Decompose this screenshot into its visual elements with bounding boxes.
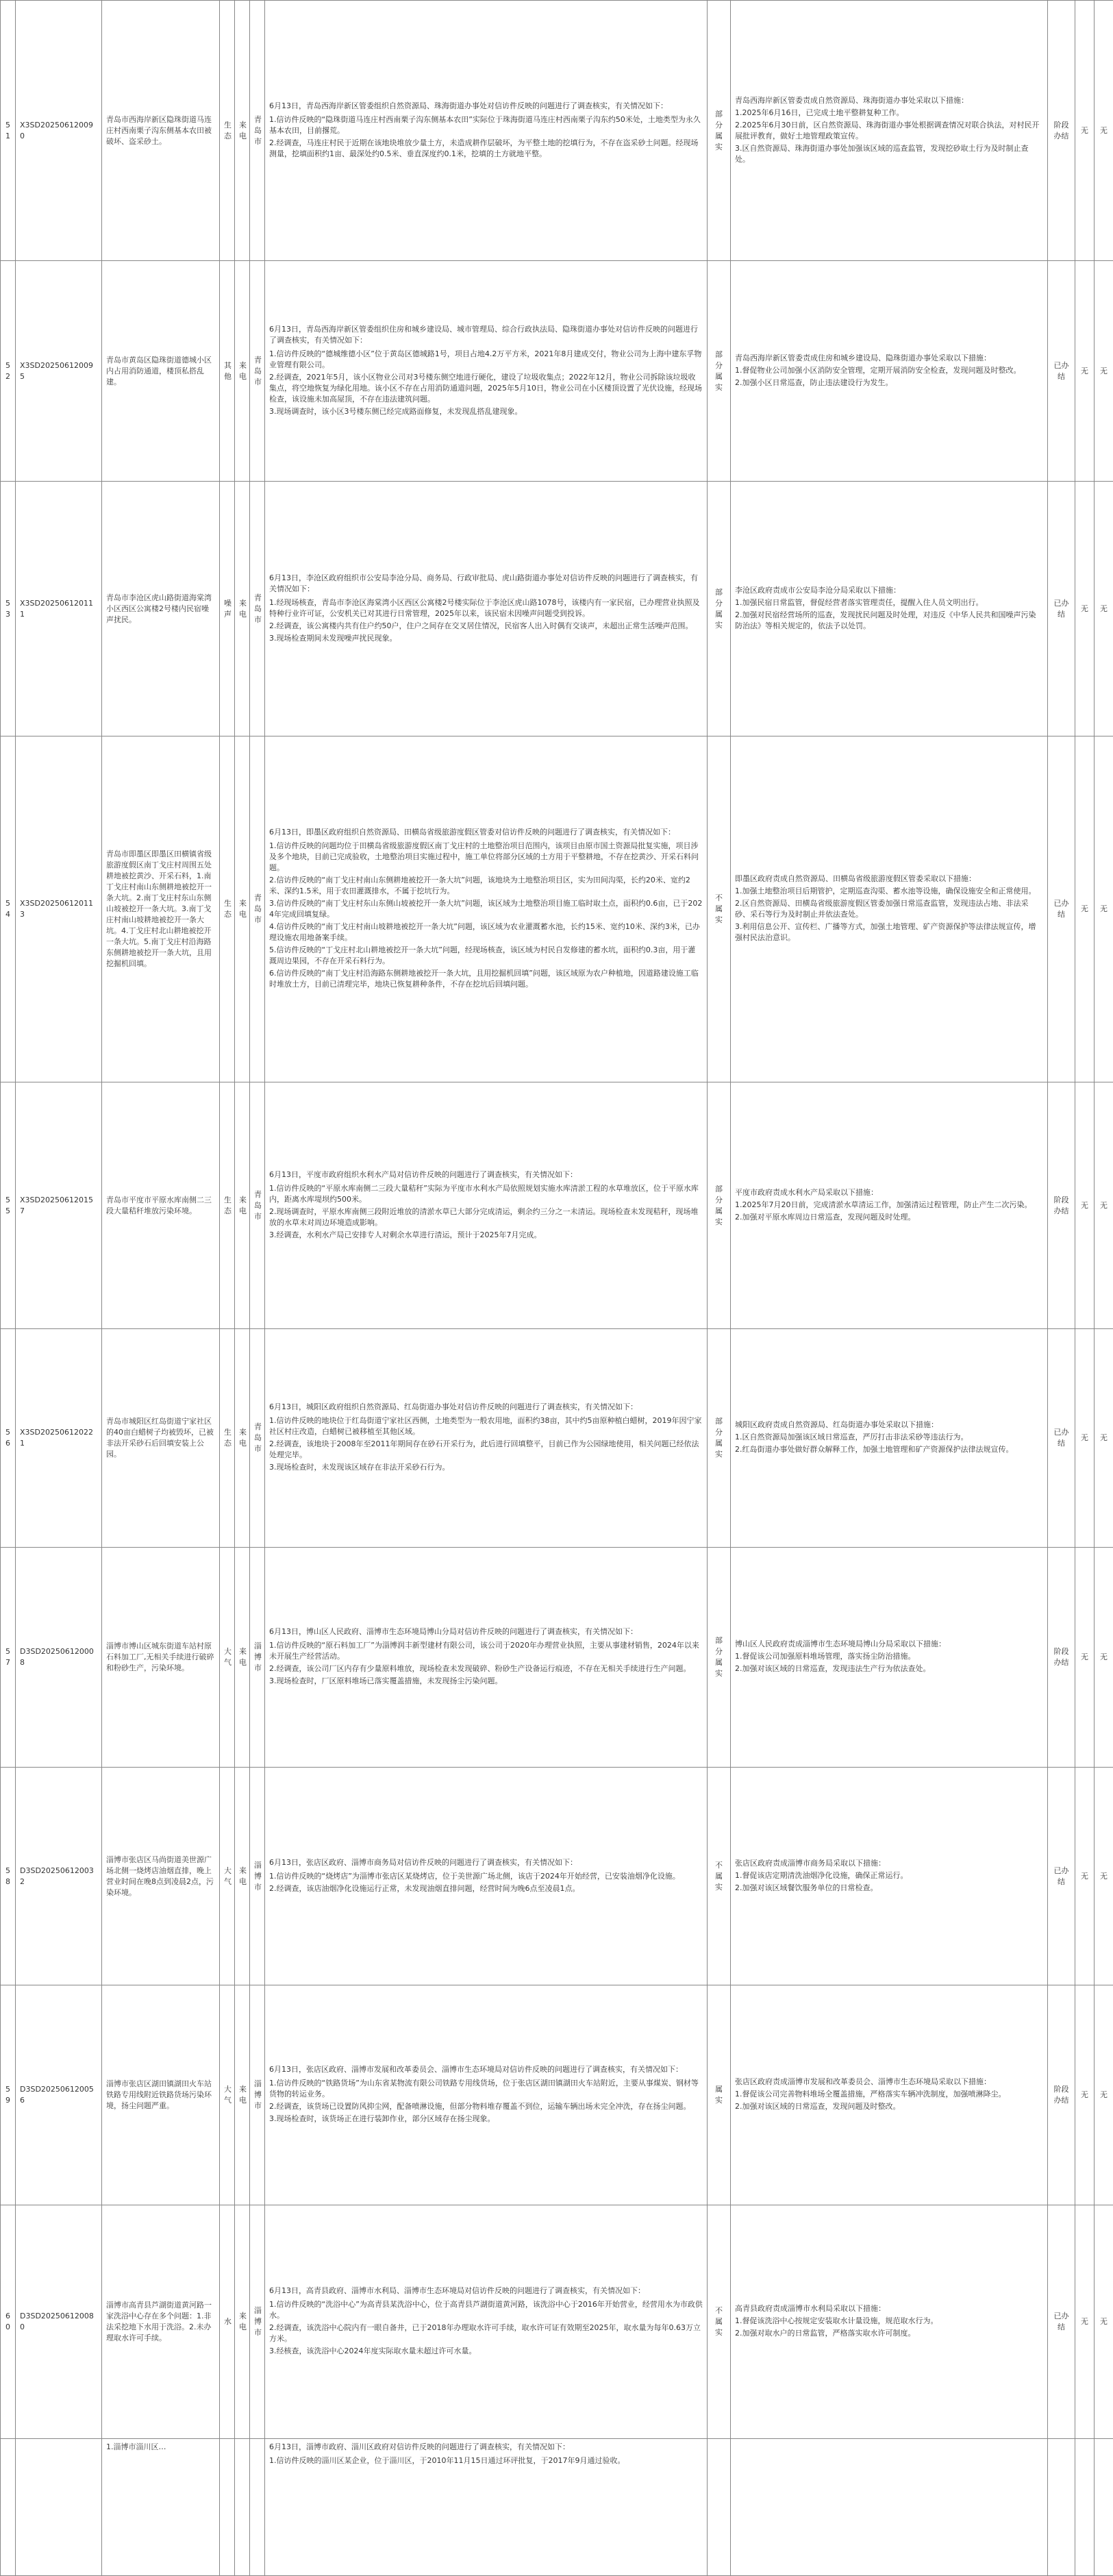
row-type: 噪声: [220, 482, 235, 736]
detail-intro: 6月13日，高青县政府、淄博市水利局、淄博市生态环境局对信访件反映的问题进行了调查核实，有关情况如下：: [269, 2286, 703, 2296]
row-detail: [265, 261, 708, 482]
result-item: 1.加强土地整治项目后期管护，定期巡查沟渠、蓄水池等设施，确保设施安全和正常使用。: [735, 886, 1043, 897]
row-detail: [265, 2439, 708, 2576]
row-content: 淄博市张店区湖田镇湖田火车站铁路专用线附近铁路货场污染环境，扬尘问题严重。: [102, 1985, 220, 2205]
result-item: 1.加强民宿日常监管，督促经营者落实管理责任，提醒入住人员文明出行。: [735, 597, 1043, 608]
row-status: 已办结: [1048, 261, 1075, 482]
row-col12: 无: [1095, 1548, 1113, 1768]
table-row: [1, 482, 1113, 736]
row-col12: 无: [1095, 1768, 1113, 1985]
row-verdict: 部分属实: [708, 1548, 731, 1768]
row-seq: 52: [1, 261, 16, 482]
row-dept: 青岛市: [250, 261, 265, 482]
detail-item: 2.现场调查时，平原水库南侧三段附近堆放的清淤水草已大部分完成清运，剩余约三分之一未清运。现场检查未发现秸秆，现场堆放的水草未对周边环境造成影响。: [269, 1206, 703, 1228]
row-dept: 青岛市: [250, 1329, 265, 1548]
row-content: 淄博市博山区城东街道车站村原石料加工厂,无相关手续进行破碎和粉砂生产，污染环境。: [102, 1548, 220, 1768]
detail-intro: 6月13日，李沧区政府组织市公安局李沧分局、商务局、行政审批局、虎山路街道办事处对信访件反映的问题进行了调查核实，有关情况如下：: [269, 573, 703, 595]
row-type: 生态: [220, 1329, 235, 1548]
detail-item: 5.信访件反映的“丁戈庄村北山耕地被挖开一条大坑”问题，经现场核查，该区域为村民自发修建的蓄水坑，面积约0.3亩，用于灌溉周边果园，不存在开采石料行为。: [269, 945, 703, 967]
row-seq: 54: [1, 736, 16, 1082]
row-way: 来电: [235, 261, 250, 482]
row-type: 大气: [220, 1548, 235, 1768]
result-intro: 青岛西海岸新区管委责成自然资源局、珠海街道办事处采取以下措施：: [735, 95, 1043, 106]
row-seq: 59: [1, 1985, 16, 2205]
row-col12: 无: [1095, 1082, 1113, 1329]
row-content: 青岛市城阳区红岛街道宁家社区的40亩白蜡树子均被毁坏，已被非法开采砂石后回填安装上公园。: [102, 1329, 220, 1548]
table-row: [1, 1082, 1113, 1329]
result-intro: 平度市政府责成水利水产局采取以下措施：: [735, 1187, 1043, 1198]
row-content: 淄博市高青县芦湖街道黄河路一家洗浴中心存在多个问题：1.非法采挖地下水用于洗浴。2.未办理取水许可手续。: [102, 2205, 220, 2439]
row-code: [16, 2439, 102, 2576]
row-col12: [1095, 2439, 1113, 2576]
detail-item: 1.信访件反映的地块位于红岛街道宁家社区西侧，土地类型为一般农用地，面积约38亩，其中约5亩原种植白蜡树，2019年因宁家社区村庄改造，白蜡树已被移植至其他区域。: [269, 1415, 703, 1437]
table-row: [1, 1, 1113, 261]
result-item: 1.区自然资源局加强该区域日常巡查，严厉打击非法采砂等违法行为。: [735, 1432, 1043, 1443]
row-result: [731, 1768, 1048, 1985]
row-way: 来电: [235, 1, 250, 261]
row-detail: [265, 1548, 708, 1768]
row-result: [731, 1548, 1048, 1768]
detail-intro: 6月13日，博山区人民政府、淄博市生态环境局博山分局对信访件反映的问题进行了调查核实，有关情况如下：: [269, 1626, 703, 1637]
detail-item: 2.经调查，该洗浴中心院内有一眼自备井，已于2018年办理取水许可手续，取水许可证有效期至2025年，取水量为每年0.63万立方米。: [269, 2323, 703, 2344]
result-item: 1.督促该洗浴中心按规定安装取水计量设施，规范取水行为。: [735, 2316, 1043, 2327]
row-verdict: 部分属实: [708, 1329, 731, 1548]
row-col12: 无: [1095, 736, 1113, 1082]
result-item: 1.2025年6月16日，已完成土地平整耕复种工作。: [735, 108, 1043, 119]
row-status: 已办结: [1048, 736, 1075, 1082]
row-way: 来电: [235, 1985, 250, 2205]
row-dept: 青岛市: [250, 736, 265, 1082]
row-content: 青岛市黄岛区隐珠街道德城小区内占用消防通道，楼顶私搭乱建。: [102, 261, 220, 482]
row-col12: 无: [1095, 1, 1113, 261]
result-item: 1.督促该店定期清洗油烟净化设施，确保正常运行。: [735, 1870, 1043, 1881]
row-dept: 淄博市: [250, 1548, 265, 1768]
row-verdict: 属实: [708, 1985, 731, 2205]
row-dept: 淄博市: [250, 2205, 265, 2439]
row-col11: 无: [1075, 482, 1095, 736]
result-item: 1.督促该公司完善物料堆场全覆盖措施，严格落实车辆冲洗制度，加强喷淋降尘。: [735, 2089, 1043, 2100]
table-row: [1, 2439, 1113, 2576]
row-code: X3SD202506120221: [16, 1329, 102, 1548]
result-item: 2.加强对取水户的日常监管，严格落实取水许可制度。: [735, 2328, 1043, 2339]
row-detail: [265, 1082, 708, 1329]
row-seq: 53: [1, 482, 16, 736]
row-code: D3SD202506120080: [16, 2205, 102, 2439]
table-row: [1, 736, 1113, 1082]
result-intro: 高青县政府责成淄博市水利局采取以下措施：: [735, 2303, 1043, 2314]
row-content: 青岛市即墨区即墨区田横镇省级旅游度假区南丁戈庄村周围五处耕地被挖黄沙、开采石料，1.南丁戈庄村南山东侧耕地被挖开一条大坑。2.南丁戈庄村东山东侧山坡被挖开一条大坑。3.南丁戈庄村南山坡耕地被挖开一条大坑。4.丁戈庄村北山耕地被挖开一条大坑。5.南丁戈庄村沿海路东侧耕地被挖开一条大坑，且用挖掘机回填。: [102, 736, 220, 1082]
row-code: X3SD202506120157: [16, 1082, 102, 1329]
row-detail: [265, 1768, 708, 1985]
row-col11: 无: [1075, 261, 1095, 482]
table-row: [1, 1985, 1113, 2205]
row-status: 阶段办结: [1048, 1548, 1075, 1768]
result-intro: 即墨区政府责成自然资源局、田横岛省级旅游度假区管委采取以下措施：: [735, 874, 1043, 884]
detail-item: 3.现场检查时，厂区原料堆场已落实覆盖措施，未发现扬尘污染问题。: [269, 1676, 703, 1687]
row-dept: [250, 2439, 265, 2576]
detail-item: 2.经调查，2021年5月，该小区物业公司对3号楼东侧空地进行硬化，建设了垃圾收集点；2022年12月，物业公司拆除该垃圾收集点，将空地恢复为绿化用地。该小区不存在占用消防通道问题，2025年5月10日，物业公司在小区楼顶设置了光伏设施，经现场检查，该设施未加高屋顶，不存在违法建筑问题。: [269, 372, 703, 405]
table-row: [1, 1548, 1113, 1768]
row-seq: 60: [1, 2205, 16, 2439]
row-col12: 无: [1095, 1985, 1113, 2205]
detail-item: 4.信访件反映的“南丁戈庄村南山坡耕地被挖开一条大坑”问题，该区域为农业灌溉蓄水池，长约15米、宽约10米、深约3米，已办理设施农用地备案手续。: [269, 921, 703, 943]
result-item: 3.利用信息公开、宣传栏、广播等方式，加强土地管理、矿产资源保护等法律法规宣传，增强村民法治意识。: [735, 921, 1043, 943]
row-verdict: 不属实: [708, 2205, 731, 2439]
row-status: [1048, 2439, 1075, 2576]
row-content: 青岛市李沧区虎山路街道海棠湾小区西区公寓楼2号楼内民宿噪声扰民。: [102, 482, 220, 736]
row-dept: 青岛市: [250, 1, 265, 261]
result-intro: 张店区政府责成淄博市商务局采取以下措施：: [735, 1858, 1043, 1869]
row-col12: 无: [1095, 261, 1113, 482]
detail-item: 1.信访件反映的淄川区某企业，位于淄川区，于2010年11月15日通过环评批复，于2017年9月通过验收。: [269, 2455, 703, 2466]
result-item: 2.加强小区日常巡查，防止违法建设行为发生。: [735, 377, 1043, 388]
row-dept: 淄博市: [250, 1768, 265, 1985]
result-item: 2.加强对平原水库周边日常巡查，发现问题及时处理。: [735, 1212, 1043, 1223]
row-col11: 无: [1075, 736, 1095, 1082]
detail-item: 3.现场调查时，该小区3号楼东侧已经完成路面修复，未发现乱搭乱建现象。: [269, 406, 703, 417]
row-content: 1.淄博市淄川区…: [102, 2439, 220, 2576]
row-content: 青岛市西海岸新区隐珠街道马连庄村西南栗子沟东侧基本农田被破坏、盗采砂土。: [102, 1, 220, 261]
row-seq: 56: [1, 1329, 16, 1548]
row-status: 阶段办结: [1048, 1082, 1075, 1329]
result-intro: 张店区政府责成淄博市发展和改革委员会、淄博市生态环境局采取以下措施：: [735, 2077, 1043, 2088]
row-verdict: 不属实: [708, 1768, 731, 1985]
row-col12: 无: [1095, 482, 1113, 736]
result-item: 1.2025年7月20日前，完成清淤水草清运工作，加强清运过程管理，防止产生二次污染。: [735, 1200, 1043, 1211]
row-detail: [265, 1, 708, 261]
row-verdict: 部分属实: [708, 1082, 731, 1329]
detail-item: 3.经核查，该洗浴中心2024年度实际取水量未超过许可水量。: [269, 2346, 703, 2357]
row-type: 其他: [220, 261, 235, 482]
result-item: 2.加强对该区域的日常巡查，发现问题及时整改。: [735, 2101, 1043, 2112]
row-status: 阶段办结: [1048, 1985, 1075, 2205]
detail-item: 2.经调查，该货场已设置防风抑尘网，配备喷淋设施，但部分物料堆存覆盖不到位，运输车辆出场未完全冲洗，存在扬尘问题。: [269, 2101, 703, 2112]
row-status: 已办结: [1048, 1768, 1075, 1985]
row-status: 已办结: [1048, 2205, 1075, 2439]
detail-item: 2.经调查，该公寓楼内共有住户约50户，住户之间存在交叉居住情况，民宿客人出入时偶有交谈声，未超出正常生活噪声范围。: [269, 621, 703, 632]
row-seq: 57: [1, 1548, 16, 1768]
row-detail: [265, 482, 708, 736]
row-result: [731, 2439, 1048, 2576]
result-intro: 李沧区政府责成市公安局李沧分局采取以下措施：: [735, 585, 1043, 596]
detail-item: 1.信访件反映的“德城维德小区”位于黄岛区德城路1号，项目占地4.2万平方米，2021年8月建成交付，物业公司为上海中建东孚物业管理有限公司。: [269, 349, 703, 371]
row-result: [731, 1, 1048, 261]
detail-item: 2.经调查，该店油烟净化设施运行正常，未发现油烟直排问题，经营时间为晚6点至凌晨1点。: [269, 1883, 703, 1894]
detail-intro: 6月13日，青岛西海岸新区管委组织住房和城乡建设局、城市管理局、综合行政执法局、隐珠街道办事处对信访件反映的问题进行了调查核实，有关情况如下：: [269, 324, 703, 346]
row-col11: 无: [1075, 1329, 1095, 1548]
row-code: X3SD202506120095: [16, 261, 102, 482]
row-type: 水: [220, 2205, 235, 2439]
row-result: [731, 1329, 1048, 1548]
row-code: X3SD202506120090: [16, 1, 102, 261]
detail-item: 6.信访件反映的“南丁戈庄村沿海路东侧耕地被挖开一条大坑，且用挖掘机回填”问题，该区域原为农户种植地，因道路建设施工临时堆放土方，目前已清理完毕，地块已恢复耕种条件，不存在挖坑后回填问题。: [269, 968, 703, 990]
result-item: 2.加强对该区域的日常巡查，发现违法生产行为依法查处。: [735, 1663, 1043, 1674]
row-way: 来电: [235, 1768, 250, 1985]
row-result: [731, 1082, 1048, 1329]
row-type: 生态: [220, 1082, 235, 1329]
detail-item: 1.信访件反映的“烧烤店”为淄博市张店区某烧烤店，位于美世源广场北侧，该店于2024年开始经营，已安装油烟净化设施。: [269, 1871, 703, 1882]
row-col11: 无: [1075, 2205, 1095, 2439]
row-verdict: 部分属实: [708, 1, 731, 261]
row-col11: 无: [1075, 1985, 1095, 2205]
row-content: 淄博市张店区马尚街道美世源广场北侧一烧烤店油烟直排，晚上营业时间在晚8点到凌晨2点，污染环境。: [102, 1768, 220, 1985]
row-code: X3SD202506120113: [16, 736, 102, 1082]
detail-intro: 6月13日，淄博市政府、淄川区政府对信访件反映的问题进行了调查核实，有关情况如下：: [269, 2442, 703, 2453]
row-dept: 淄博市: [250, 1985, 265, 2205]
row-seq: 58: [1, 1768, 16, 1985]
result-intro: 博山区人民政府责成淄博市生态环境局博山分局采取以下措施：: [735, 1639, 1043, 1650]
result-item: 1.督促该公司加强原料堆场管理，落实扬尘防治措施。: [735, 1651, 1043, 1662]
row-col12: 无: [1095, 2205, 1113, 2439]
row-way: [235, 2439, 250, 2576]
row-code: D3SD202506120008: [16, 1548, 102, 1768]
detail-item: 1.经现场核查，青岛市李沧区海棠湾小区西区公寓楼2号楼实际位于李沧区虎山路1078号，该楼内有一家民宿，已办理营业执照及特种行业许可证，公安机关已对其进行日常管理，2025年以来，该民宿未因噪声问题受到投诉。: [269, 597, 703, 619]
table-row: [1, 2205, 1113, 2439]
row-type: 大气: [220, 1985, 235, 2205]
result-item: 2.区自然资源局、田横岛省级旅游度假区管委加强日常巡查监管，发现违法占地、非法采砂、采石等行为及时制止并依法查处。: [735, 898, 1043, 920]
result-item: 2.2025年6月30日前，区自然资源局、珠海街道办事处根据调查情况对联合执法，对村民开展批评教育，做好土地管理政策宣传。: [735, 120, 1043, 142]
row-seq: [1, 2439, 16, 2576]
row-code: D3SD202506120032: [16, 1768, 102, 1985]
row-content: 青岛市平度市平原水库南侧二三段大量秸秆堆放污染环境。: [102, 1082, 220, 1329]
detail-intro: 6月13日，城阳区政府组织自然资源局、红岛街道办事处对信访件反映的问题进行了调查核实，有关情况如下：: [269, 1402, 703, 1413]
detail-item: 1.信访件反映的问题均位于田横岛省级旅游度假区南丁戈庄村的土地整治项目范围内，该项目由原市国土资源局批复实施，项目涉及多个地块，目前已完成验收，土地整治项目实施过程中，施工单位将部分区域的土方用于平整耕地，不存在挖黄沙、开采石料问题。: [269, 841, 703, 874]
row-detail: [265, 1329, 708, 1548]
row-type: [220, 2439, 235, 2576]
row-way: 来电: [235, 1329, 250, 1548]
row-way: 来电: [235, 2205, 250, 2439]
row-verdict: 不属实: [708, 736, 731, 1082]
result-item: 2.红岛街道办事处做好群众解释工作，加强土地管理和矿产资源保护法律法规宣传。: [735, 1444, 1043, 1455]
row-verdict: [708, 2439, 731, 2576]
row-type: 大气: [220, 1768, 235, 1985]
row-result: [731, 482, 1048, 736]
row-col11: 无: [1075, 1082, 1095, 1329]
row-status: 已办结: [1048, 482, 1075, 736]
detail-item: 3.现场检查时，该货场正在进行装卸作业，部分区域存在扬尘现象。: [269, 2114, 703, 2125]
detail-item: 1.信访件反映的“铁路货场”为山东省某物流有限公司铁路专用线货场，位于张店区湖田镇湖田火车站附近，主要从事煤炭、钢材等货物的转运业务。: [269, 2078, 703, 2100]
detail-intro: 6月13日，张店区政府、淄博市商务局对信访件反映的问题进行了调查核实，有关情况如下：: [269, 1857, 703, 1868]
row-way: 来电: [235, 736, 250, 1082]
row-col11: 无: [1075, 1768, 1095, 1985]
row-type: 生态: [220, 736, 235, 1082]
row-dept: 青岛市: [250, 482, 265, 736]
detail-item: 3.现场检查时，未发现该区域存在非法开采砂石行为。: [269, 1462, 703, 1473]
row-code: X3SD202506120111: [16, 482, 102, 736]
result-intro: 城阳区政府责成自然资源局、红岛街道办事处采取以下措施：: [735, 1420, 1043, 1431]
row-verdict: 部分属实: [708, 261, 731, 482]
row-seq: 55: [1, 1082, 16, 1329]
detail-intro: 6月13日，即墨区政府组织自然资源局、田横岛省级旅游度假区管委对信访件反映的问题进行了调查核实，有关情况如下：: [269, 827, 703, 838]
table-body: [1, 1, 1113, 2576]
detail-item: 3.现场检查期间未发现噪声扰民现象。: [269, 633, 703, 644]
table-row: [1, 1329, 1113, 1548]
row-col11: 无: [1075, 1548, 1095, 1768]
detail-item: 2.经调查，该公司厂区内存有少量原料堆放，现场检查未发现破碎、粉砂生产设备运行痕迹，不存在无相关手续进行生产问题。: [269, 1663, 703, 1674]
result-item: 3.区自然资源局、珠海街道办事处加强该区域的巡查监管，发现挖砂取土行为及时制止查处。: [735, 143, 1043, 165]
detail-item: 3.信访件反映的“南丁戈庄村东山东侧山坡被挖开一条大坑”问题，该区域为土地整治项目施工临时取土点，面积约0.6亩，已于2024年完成回填复绿。: [269, 898, 703, 920]
result-item: 2.加强对民宿经营场所的巡查，发现扰民问题及时处理，对违反《中华人民共和国噪声污染防治法》等相关规定的，依法予以处罚。: [735, 610, 1043, 632]
row-col12: 无: [1095, 1329, 1113, 1548]
result-item: 2.加强对该区域餐饮服务单位的日常检查。: [735, 1883, 1043, 1894]
row-result: [731, 736, 1048, 1082]
row-seq: 51: [1, 1, 16, 261]
row-type: 生态: [220, 1, 235, 261]
detail-intro: 6月13日，平度市政府组织水利水产局对信访件反映的问题进行了调查核实，有关情况如下：: [269, 1169, 703, 1180]
detail-item: 1.信访件反映的“洗浴中心”为高青县某洗浴中心，位于高青县芦湖街道黄河路，该洗浴中心于2016年开始营业，经营用水为市政供水。: [269, 2299, 703, 2321]
result-item: 1.督促物业公司加强小区消防安全管理，定期开展消防安全检查，发现问题及时整改。: [735, 365, 1043, 376]
row-status: 已办结: [1048, 1329, 1075, 1548]
row-detail: [265, 1985, 708, 2205]
row-col11: 无: [1075, 1, 1095, 261]
table-row: [1, 261, 1113, 482]
detail-intro: 6月13日，青岛西海岸新区管委组织自然资源局、珠海街道办事处对信访件反映的问题进行了调查核实，有关情况如下：: [269, 101, 703, 112]
row-way: 来电: [235, 1082, 250, 1329]
row-result: [731, 1985, 1048, 2205]
row-detail: [265, 2205, 708, 2439]
row-way: 来电: [235, 482, 250, 736]
row-col11: [1075, 2439, 1095, 2576]
row-status: 阶段办结: [1048, 1, 1075, 261]
detail-item: 1.信访件反映的“隐珠街道马连庄村西南栗子沟东侧基本农田”实际位于珠海街道马连庄村西南栗子沟东约50米处，土地类型为永久基本农田，目前撂荒。: [269, 114, 703, 136]
row-result: [731, 2205, 1048, 2439]
detail-item: 2.经调查，马连庄村民于近期在该地块堆放少量土方，未造成耕作层破坏，为平整土地的挖填行为，不存在盗采砂土问题。经现场测量，挖填面积约1亩、最深处约0.5米、垂直深度约0.1米，挖填的土方就地平整。: [269, 138, 703, 160]
row-result: [731, 261, 1048, 482]
detail-item: 1.信访件反映的“原石料加工厂”为淄博润丰新型建材有限公司，该公司于2020年办理营业执照，主要从事建材销售，2024年以来未开展生产经营活动。: [269, 1640, 703, 1662]
row-code: D3SD202506120056: [16, 1985, 102, 2205]
detail-intro: 6月13日，张店区政府、淄博市发展和改革委员会、淄博市生态环境局对信访件反映的问题进行了调查核实，有关情况如下：: [269, 2064, 703, 2075]
row-detail: [265, 736, 708, 1082]
result-intro: 青岛西海岸新区管委责成住房和城乡建设局、隐珠街道办事处采取以下措施：: [735, 353, 1043, 364]
table-row: [1, 1768, 1113, 1985]
row-dept: 青岛市: [250, 1082, 265, 1329]
detail-item: 2.信访件反映的“南丁戈庄村南山东侧耕地被挖开一条大坑”问题，该地块为土地整治项目区，实为田间沟渠，长约20米、宽约2米、深约1.5米，用于农田灌溉排水，不属于挖坑行为。: [269, 875, 703, 897]
detail-item: 1.信访件反映的“平原水库南侧二三段大量秸秆”实际为平度市水利水产局依照规划实施水库清淤工程的水草堆放区，位于平原水库内，距离水库堤坝约500米。: [269, 1183, 703, 1205]
detail-item: 3.经调查，水利水产局已安排专人对剩余水草进行清运，预计于2025年7月完成。: [269, 1230, 703, 1241]
detail-item: 2.经调查，该地块于2008年至2011年期间存在砂石开采行为，此后进行回填整平，目前已作为公园绿地使用，相关问题已经依法处理完毕。: [269, 1439, 703, 1461]
row-verdict: 部分属实: [708, 482, 731, 736]
row-way: 来电: [235, 1548, 250, 1768]
